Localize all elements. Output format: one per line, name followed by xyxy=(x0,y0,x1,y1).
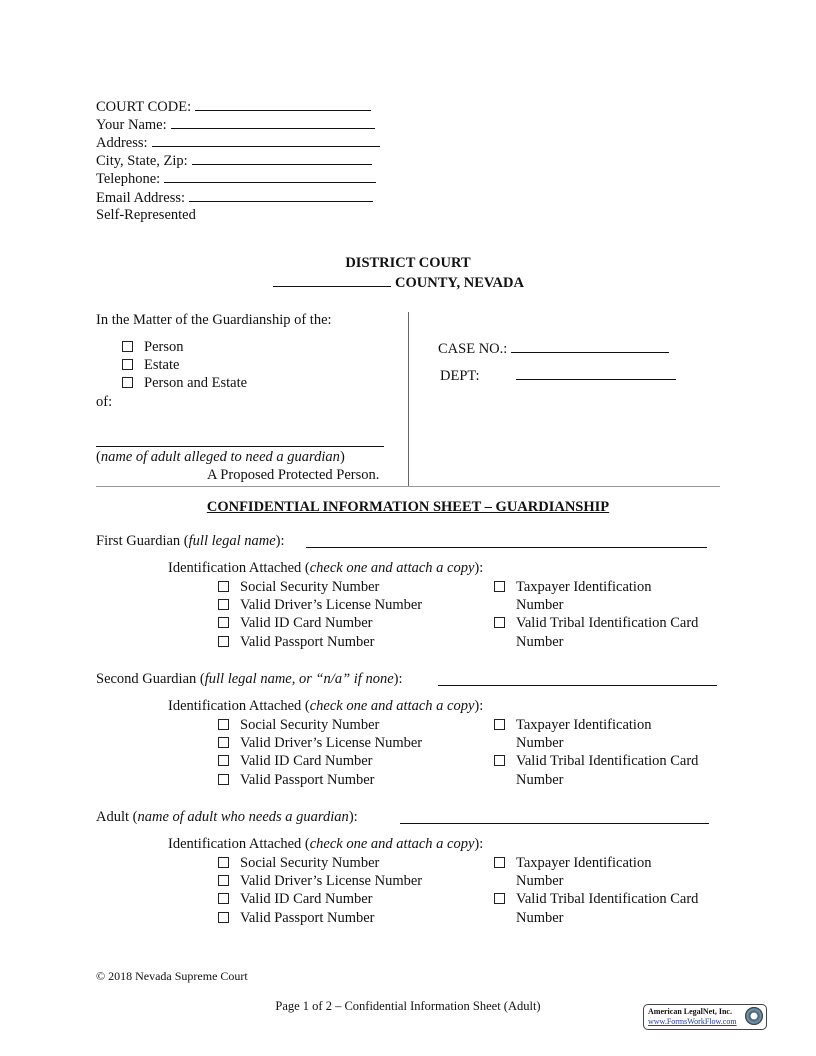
label: Your Name: xyxy=(96,117,167,133)
id-checkbox[interactable] xyxy=(494,581,505,592)
logo-name: American LegalNet, Inc. xyxy=(648,1007,732,1016)
city-state-zip-field[interactable] xyxy=(96,150,372,170)
id-option-label: Valid Passport Number xyxy=(240,771,375,788)
page-footer: Page 1 of 2 – Confidential Information Sheet (Adult) xyxy=(275,999,541,1013)
case-no-field[interactable] xyxy=(438,338,669,358)
copyright: © 2018 Nevada Supreme Court xyxy=(96,969,248,983)
label: CASE NO.: xyxy=(438,341,508,357)
id-checkbox[interactable] xyxy=(494,755,505,766)
id-checkbox[interactable] xyxy=(218,599,229,610)
your-name-field[interactable] xyxy=(96,114,375,134)
id-option-label-cont: Number xyxy=(516,909,564,926)
id-option-label-cont: Number xyxy=(516,771,564,788)
id-checkbox[interactable] xyxy=(218,912,229,923)
id-option-label-cont: Number xyxy=(516,735,564,752)
label: DEPT: xyxy=(440,368,480,384)
id-option-label: Valid Passport Number xyxy=(240,633,375,650)
id-option-label: Valid Driver’s License Number xyxy=(240,597,423,614)
id-checkbox[interactable] xyxy=(218,857,229,868)
id-option-label: Valid ID Card Number xyxy=(240,891,373,908)
label: Telephone: xyxy=(96,171,161,187)
of-label: of: xyxy=(96,394,113,410)
id-checkbox[interactable] xyxy=(218,617,229,628)
telephone-field[interactable] xyxy=(96,168,376,188)
logo-url[interactable]: www.FormsWorkFlow.com xyxy=(648,1017,737,1026)
address-field[interactable] xyxy=(96,132,380,152)
page-title: CONFIDENTIAL INFORMATION SHEET – GUARDIANSHIP xyxy=(206,499,610,515)
court-code-field[interactable] xyxy=(96,96,371,116)
id-checkbox[interactable] xyxy=(494,719,505,730)
county-label: COUNTY, NEVADA xyxy=(395,275,524,291)
id-checkbox[interactable] xyxy=(218,719,229,730)
self-represented: Self-Represented xyxy=(96,207,196,223)
name-hint: (name of adult alleged to need a guardian) xyxy=(96,449,345,465)
id-option-label-cont: Number xyxy=(516,873,564,890)
label: Address: xyxy=(96,135,148,151)
id-option-label-cont: Number xyxy=(516,597,564,614)
id-option-label: Social Security Number xyxy=(240,855,380,871)
email-field[interactable] xyxy=(96,187,373,207)
id-option-label: Valid Passport Number xyxy=(240,909,375,926)
id-checkbox[interactable] xyxy=(218,875,229,886)
id-checkbox[interactable] xyxy=(218,636,229,647)
id-attached-label: Identification Attached (check one and attach a copy): xyxy=(168,560,484,576)
county-field[interactable] xyxy=(273,272,524,292)
name-line[interactable] xyxy=(306,547,707,548)
label: City, State, Zip: xyxy=(96,153,188,169)
id-option-label: Valid Tribal Identification Card xyxy=(516,891,699,908)
id-checkbox[interactable] xyxy=(218,737,229,748)
option-label: Person and Estate xyxy=(144,375,248,391)
court-name: DISTRICT COURT xyxy=(345,255,471,271)
id-option-label: Valid ID Card Number xyxy=(240,753,373,770)
protected-person-name-line[interactable] xyxy=(96,446,384,447)
id-checkbox[interactable] xyxy=(494,857,505,868)
american-legalnet-logo xyxy=(643,1004,767,1030)
id-option-label: Taxpayer Identification xyxy=(516,855,652,871)
globe-icon xyxy=(745,1007,763,1025)
id-option-label: Taxpayer Identification xyxy=(516,717,652,733)
id-attached-label: Identification Attached (check one and attach a copy): xyxy=(168,698,484,714)
id-option-label: Valid Driver’s License Number xyxy=(240,735,423,752)
label: Email Address: xyxy=(96,190,186,206)
name-line[interactable] xyxy=(438,685,717,686)
id-checkbox[interactable] xyxy=(218,581,229,592)
id-checkbox[interactable] xyxy=(218,774,229,785)
label: COURT CODE: xyxy=(96,99,192,115)
id-checkbox[interactable] xyxy=(494,893,505,904)
id-option-label: Social Security Number xyxy=(240,579,380,595)
section-label: Second Guardian (full legal name, or “n/a” if none): xyxy=(96,671,403,687)
checkbox-person[interactable] xyxy=(122,341,133,352)
id-option-label: Valid Tribal Identification Card xyxy=(516,615,699,632)
id-option-label: Valid Tribal Identification Card xyxy=(516,753,699,770)
id-attached-label: Identification Attached (check one and attach a copy): xyxy=(168,836,484,852)
section-label: First Guardian (full legal name): xyxy=(96,533,285,549)
option-label: Estate xyxy=(144,357,180,373)
matter-label: In the Matter of the Guardianship of the: xyxy=(96,312,332,328)
section-label: Adult (name of adult who needs a guardian): xyxy=(96,809,358,825)
id-checkbox[interactable] xyxy=(218,893,229,904)
caption-rule xyxy=(96,486,720,487)
id-option-label: Taxpayer Identification xyxy=(516,579,652,595)
name-line[interactable] xyxy=(400,823,709,824)
id-option-label: Valid ID Card Number xyxy=(240,615,373,632)
id-option-label-cont: Number xyxy=(516,633,564,650)
proposed-protected-person: A Proposed Protected Person. xyxy=(207,467,380,483)
id-checkbox[interactable] xyxy=(494,617,505,628)
checkbox-person-and-estate[interactable] xyxy=(122,377,133,388)
option-label: Person xyxy=(144,339,184,355)
id-checkbox[interactable] xyxy=(218,755,229,766)
id-option-label: Social Security Number xyxy=(240,717,380,733)
caption-divider xyxy=(408,312,409,486)
id-option-label: Valid Driver’s License Number xyxy=(240,873,423,890)
checkbox-estate[interactable] xyxy=(122,359,133,370)
dept-field[interactable] xyxy=(440,365,676,385)
